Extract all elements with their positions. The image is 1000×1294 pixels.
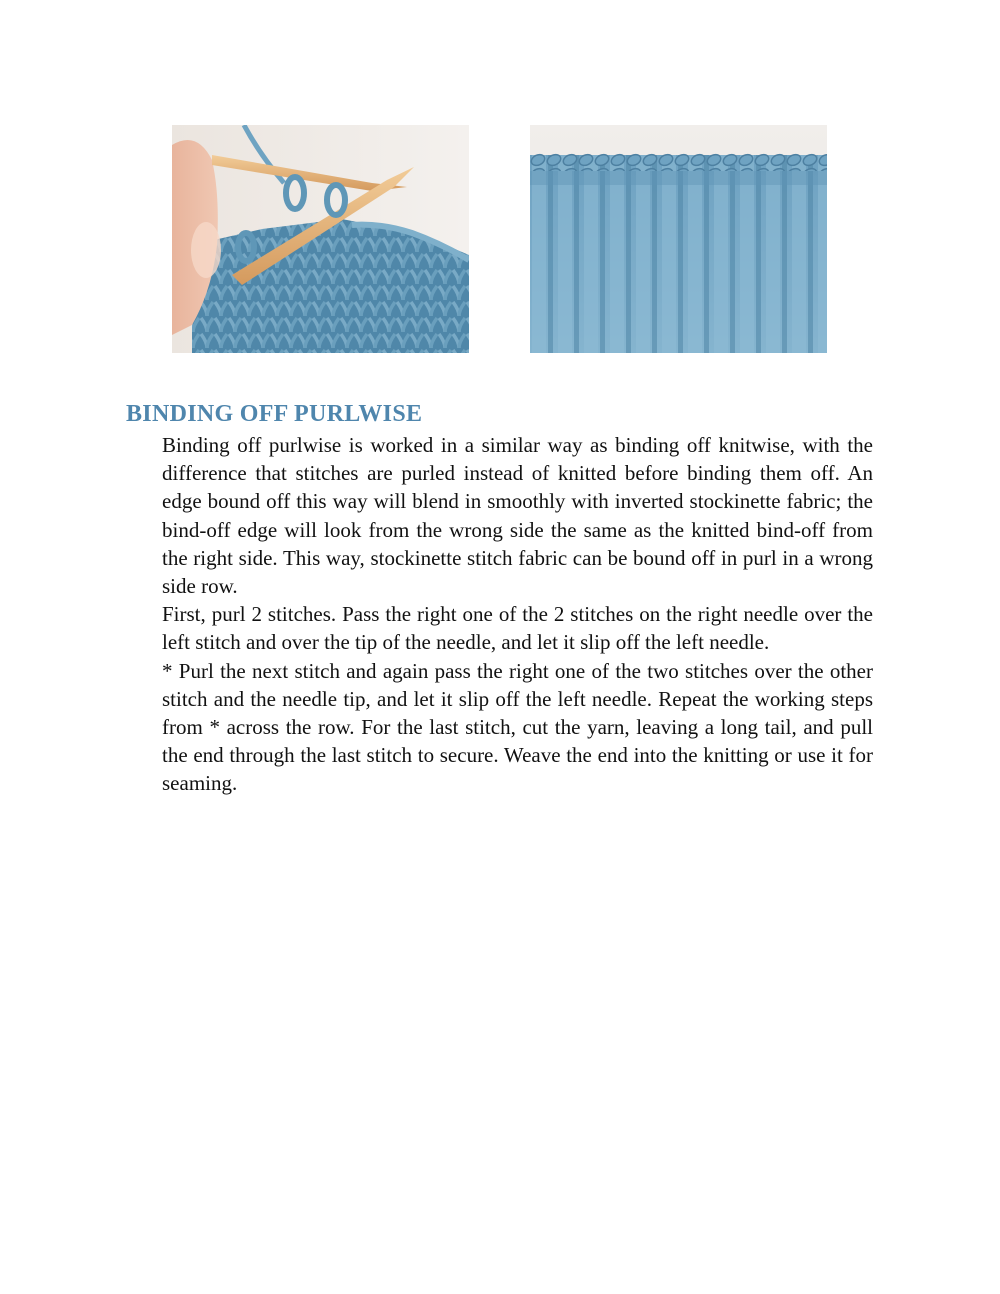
section-heading: BINDING OFF PURLWISE [126,401,423,427]
purl-bind-off-process-photo [172,125,469,353]
paragraph-first-step: First, purl 2 stitches. Pass the right one of the 2 stitches on the right needle over the left stitch and over the tip of the needle, and let it slip off the left needle. [162,602,873,655]
paragraph-intro: Binding off purlwise is worked in a similar way as binding off knitwise, with the difference that stitches are purled instead of knitted before binding them off. An edge bound off this way will blend in smoothly with inverted stockinette fabric; the bind-off edge will look from the wrong side the same as the knitted bind-off from the right side. This way, stockinette stitch fabric can be bound off in purl in a wrong side row. [162,433,873,599]
paragraph-repeat-step: * Purl the next stitch and again pass the right one of the two stitches over the other stitch and the needle tip, and let it slip off the left needle. Repeat the working steps from * across the row. For the last stitch, cut the yarn, leaving a long tail, and pull the end through the last stitch to secure. Weave the end into the knitting or use it for seaming. [162,658,873,796]
finished-bind-off-edge-photo [530,125,827,353]
section-body [162,431,873,798]
